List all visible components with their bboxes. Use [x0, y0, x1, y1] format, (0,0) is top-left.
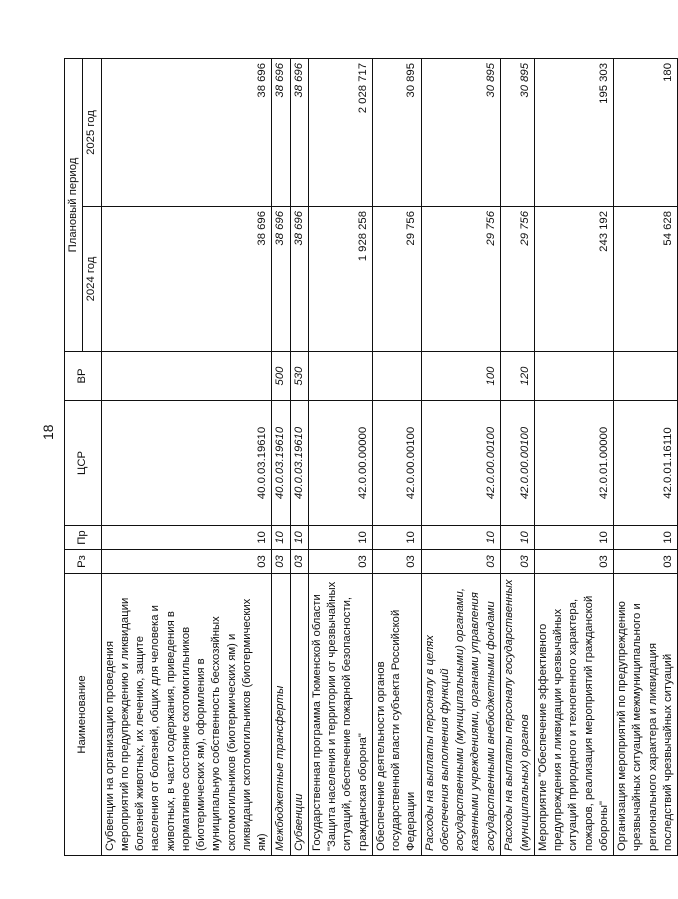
header-csr: ЦСР — [65, 401, 102, 526]
row-2024: 243 192 — [534, 207, 613, 352]
header-2024: 2024 год — [83, 207, 101, 352]
header-2025: 2025 год — [83, 59, 101, 207]
row-vr — [101, 352, 272, 401]
row-vr: 530 — [290, 352, 308, 401]
table-row — [272, 59, 290, 856]
table-row — [421, 59, 500, 856]
row-2025: 38 696 — [101, 59, 272, 207]
row-csr: 42.0.00.00000 — [308, 401, 372, 526]
row-csr: 40.0.03.19610 — [272, 401, 290, 526]
row-2024: 38 696 — [101, 207, 272, 352]
row-rz: 03 — [614, 550, 678, 574]
row-pr: 10 — [290, 526, 308, 550]
row-2024: 29 756 — [421, 207, 500, 352]
row-name: Расходы на выплаты персоналу государственных (муниципальных) органов — [500, 574, 534, 856]
header-vr: ВР — [65, 352, 102, 401]
row-pr: 10 — [272, 526, 290, 550]
row-csr: 42.0.01.00000 — [534, 401, 613, 526]
row-name: Субвенции — [290, 574, 308, 856]
row-csr: 42.0.00.00100 — [500, 401, 534, 526]
row-pr: 10 — [500, 526, 534, 550]
row-2025: 180 — [614, 59, 678, 207]
row-name: Государственная программа Тюменской области "Защита населения и территории от чрезвычайных ситуаций, обеспечение пожарной безопасности, гражданская оборона" — [308, 574, 372, 856]
rotated-page — [64, 59, 674, 856]
row-pr: 10 — [421, 526, 500, 550]
table-row — [290, 59, 308, 856]
table-row — [372, 59, 421, 856]
row-vr — [308, 352, 372, 401]
row-2024: 54 628 — [614, 207, 678, 352]
row-rz: 03 — [290, 550, 308, 574]
row-2025: 38 696 — [272, 59, 290, 207]
row-csr: 42.0.00.00100 — [421, 401, 500, 526]
row-2025: 2 028 717 — [308, 59, 372, 207]
row-vr: 100 — [421, 352, 500, 401]
row-2024: 1 928 258 — [308, 207, 372, 352]
header-rz: Рз — [65, 550, 102, 574]
row-pr: 10 — [308, 526, 372, 550]
row-rz: 03 — [534, 550, 613, 574]
row-name: Обеспечение деятельности органов государственной власти субъекта Российской Федерации — [372, 574, 421, 856]
row-name: Организация мероприятий по предупреждению чрезвычайных ситуаций межмуниципального и регионального характера и ликвидация последствий чрезвычайных ситуаций — [614, 574, 678, 856]
row-csr: 42.0.01.16110 — [614, 401, 678, 526]
row-name: Расходы на выплаты персоналу в целях обеспечения выполнения функций государственными (муниципальными) органами, казенными учреждениями, органами управления государственными внебюджетными фондами — [421, 574, 500, 856]
row-vr — [614, 352, 678, 401]
row-pr: 10 — [534, 526, 613, 550]
row-name: Межбюджетные трансферты — [272, 574, 290, 856]
row-2025: 30 895 — [500, 59, 534, 207]
row-csr: 40.0.03.19610 — [101, 401, 272, 526]
row-csr: 40.0.03.19610 — [290, 401, 308, 526]
row-rz: 03 — [308, 550, 372, 574]
row-rz: 03 — [500, 550, 534, 574]
row-2025: 30 895 — [372, 59, 421, 207]
row-2024: 38 696 — [290, 207, 308, 352]
row-rz: 03 — [101, 550, 272, 574]
header-pr: Пр — [65, 526, 102, 550]
table-row — [614, 59, 678, 856]
row-rz: 03 — [272, 550, 290, 574]
header-planned-period: Плановый период — [65, 59, 83, 352]
row-csr: 42.0.00.00100 — [372, 401, 421, 526]
row-pr: 10 — [372, 526, 421, 550]
row-pr: 10 — [101, 526, 272, 550]
row-2025: 195 303 — [534, 59, 613, 207]
row-2025: 30 895 — [421, 59, 500, 207]
row-vr — [372, 352, 421, 401]
row-rz: 03 — [421, 550, 500, 574]
row-name: Мероприятие "Обеспечение эффективного предупреждения и ликвидации чрезвычайных ситуаций природного и техногенного характера, пожаров, реализация мероприятий гражданской обороны" — [534, 574, 613, 856]
row-name: Субвенции на организацию проведения мероприятий по предупреждению и ликвидации болезней животных, их лечению, защите населения от болезней, общих для человека и животных, в части содержания, приведения в нормативное состояние скотомогильников (биотермических ям), оформления в муниципальную собственность бесхозяйных скотомогильников (биотермических ям) и ликвидации скотомогильников (биотермических ям) — [101, 574, 272, 856]
row-pr: 10 — [614, 526, 678, 550]
row-rz: 03 — [372, 550, 421, 574]
table-row — [534, 59, 613, 856]
budget-table — [64, 58, 678, 856]
table-row — [101, 59, 272, 856]
row-2025: 38 696 — [290, 59, 308, 207]
row-vr — [534, 352, 613, 401]
row-vr: 500 — [272, 352, 290, 401]
row-2024: 29 756 — [372, 207, 421, 352]
table-row — [500, 59, 534, 856]
row-vr: 120 — [500, 352, 534, 401]
page-number: 18 — [40, 424, 56, 440]
row-2024: 29 756 — [500, 207, 534, 352]
row-2024: 38 696 — [272, 207, 290, 352]
header-name: Наименование — [65, 574, 102, 856]
table-row — [308, 59, 372, 856]
